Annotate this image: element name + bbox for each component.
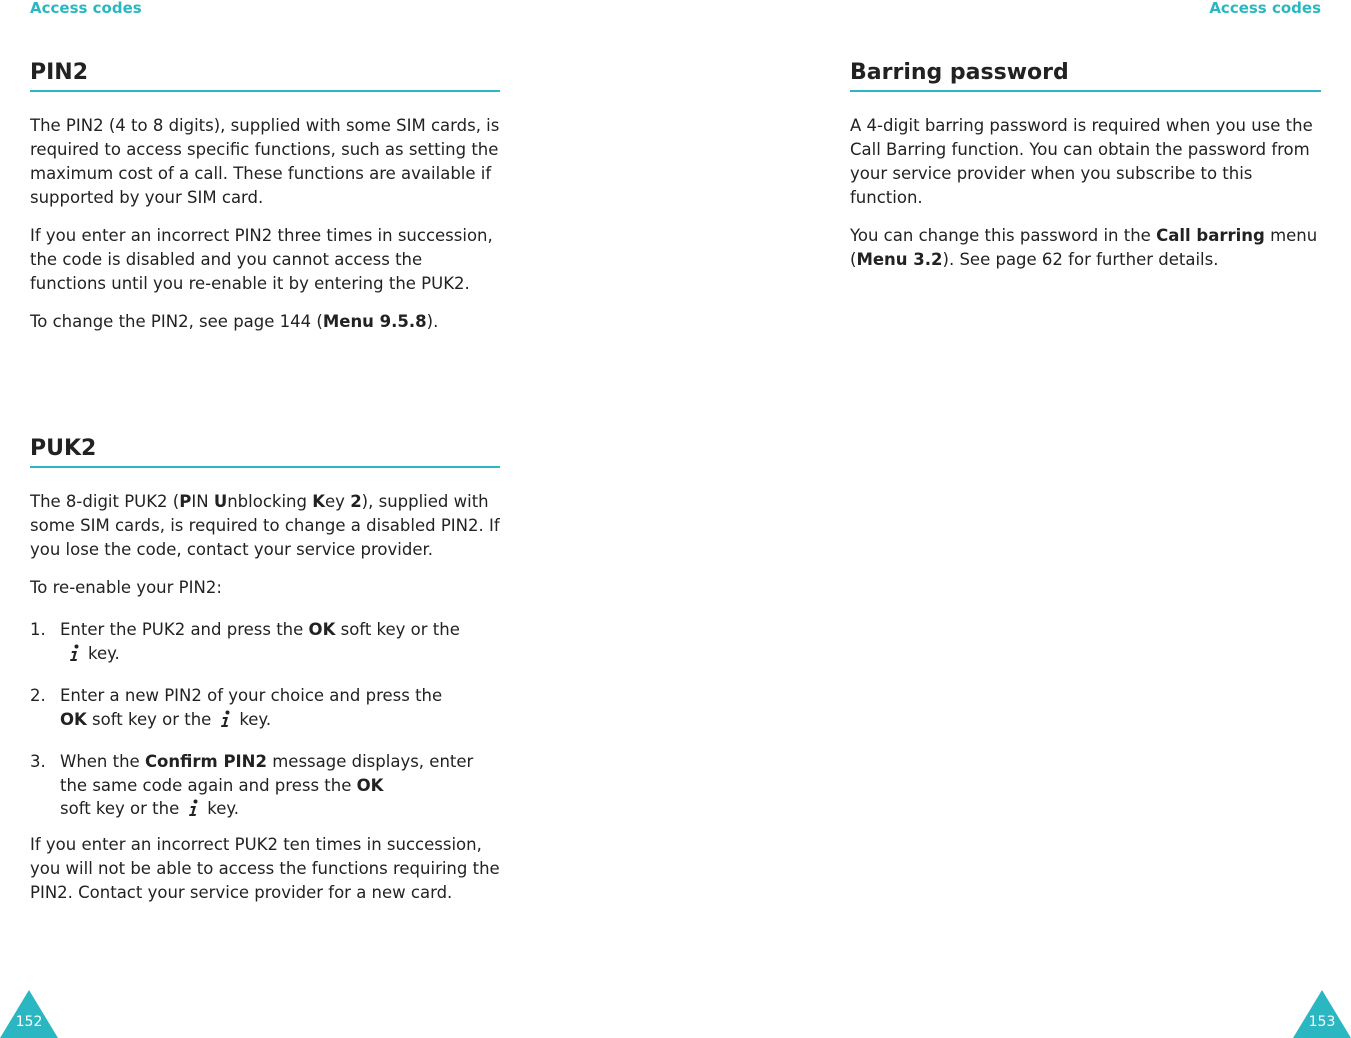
page-number-right: 153 [1308, 1014, 1336, 1030]
page-number-tab-left [0, 990, 58, 1038]
puk2-section [30, 434, 500, 905]
list-item: 3. When the Confirm PIN2 message displays, enter the same code again and press the OK soft key or the key. [30, 752, 474, 818]
puk2-paragraph-last: If you enter an incorrect PUK2 ten times in succession, you will not be able to access the functions requiring the PIN2. Contact your service provider for a new card. [30, 834, 500, 902]
pin2-paragraph-2: If you enter an incorrect PIN2 three times in succession, the code is disabled and you cannot access the functions until you re-enable it by entering the PUK2. [30, 226, 493, 293]
pin2-heading: PIN2 [30, 58, 500, 92]
barring-paragraph-1: A 4-digit barring password is required when you use the Call Barring function. You can obtain the password from your service provider when you subscribe to this function. [850, 116, 1313, 207]
list-item: 2. Enter a new PIN2 of your choice and press the OK soft key or the key. [30, 686, 443, 729]
info-key-icon [64, 644, 84, 662]
puk2-paragraph-1: The 8-digit PUK2 (PIN Unblocking Key 2), supplied with some SIM cards, is required to change a disabled PIN2. If you lose the code, contact your service provider. [30, 492, 500, 559]
left-page [15, 0, 500, 1038]
right-page [850, 0, 1336, 1038]
running-header-right: Access codes [1209, 0, 1321, 17]
barring-paragraph-2: You can change this password in the Call barring menu (Menu 3.2). See page 62 for further details. [850, 226, 1318, 269]
puk2-steps [30, 618, 500, 821]
puk2-heading: PUK2 [30, 434, 500, 468]
barring-password-section [850, 58, 1321, 272]
info-key-icon [215, 710, 235, 728]
pin2-section [30, 58, 500, 334]
pin2-paragraph-1: The PIN2 (4 to 8 digits), supplied with some SIM cards, is required to access specific functions, such as setting the maximum cost of a call. These functions are available if supported by your SIM card. [30, 116, 500, 207]
pin2-paragraph-3: To change the PIN2, see page 144 (Menu 9.5.8). [30, 312, 439, 331]
page-number-left: 152 [15, 1014, 43, 1030]
running-header-left: Access codes [30, 0, 142, 17]
info-key-icon [183, 799, 203, 817]
page-number-tab-right [1293, 990, 1351, 1038]
barring-password-heading: Barring password [850, 58, 1321, 92]
list-item: 1. Enter the PUK2 and press the OK soft key or the key. [30, 620, 460, 663]
puk2-intro: To re-enable your PIN2: [30, 578, 222, 597]
